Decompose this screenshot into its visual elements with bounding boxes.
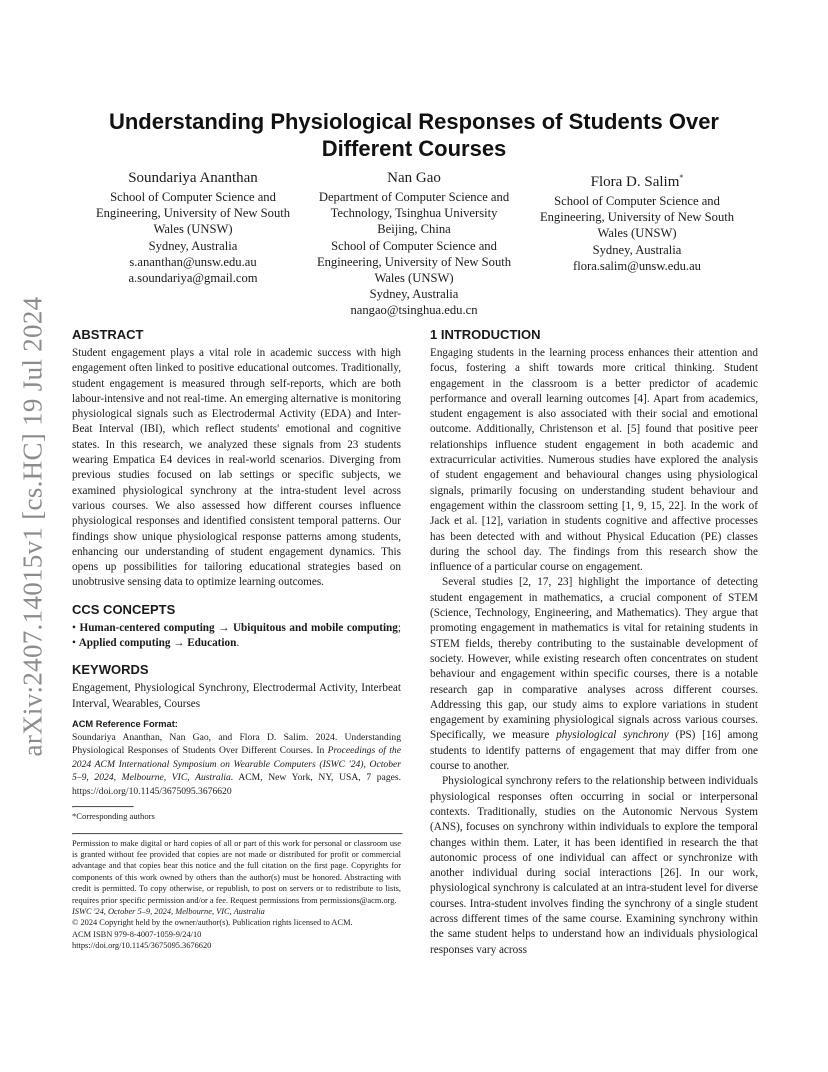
paper-title-line-2: Different Courses xyxy=(321,136,507,161)
paper-title xyxy=(0,108,828,162)
author-location-line: Sydney, Australia xyxy=(369,287,459,302)
introduction-paragraph-2-text: Several studies [2, 17, 23] highlight the importance of detecting student engagement in mathematics, a crucial component of STEM (Science, Technology, Engineering, and Mathematics). They argue that promoting engagement in mathematics is vital for retaining students in STEM fields, thereby contributing to the sustainable development of society. However, while existing research often concentrates on student behaviour and engagement within specific courses, there is a notable research gap in comparative analyses across different courses. Addressing this gap, our study aims to explore variations in student engagement by examining physiological signals across various courses. Specifically, we measure xyxy=(430,576,758,742)
author-affiliation-line: Technology, Tsinghua University xyxy=(330,206,498,221)
author-name: Soundariya Ananthan xyxy=(128,170,258,186)
introduction-paragraph-3: Physiological synchrony refers to the relationship between individuals physiological responses often occurring in social or interpersonal contexts. Traditionally, studies on the Autonomic Nervous System (ANS), focuses on synchrony within individuals to explore the temporal changes within them. Later, it has been identified in research the that autonomic process of one individual can affect or synchronize with another individual during social interactions [26]. In our work, physiological synchrony is calculated at an intra-student level for diverse courses. Intra-student involves finding the synchrony of a single student across different times of the same course. Examining synchrony within the same student helps to understand how an individuals physiological responses vary across xyxy=(430,775,758,956)
author-name: Nan Gao xyxy=(387,170,441,186)
author-affiliation-line: School of Computer Science and xyxy=(110,190,276,204)
author-affiliation-line: School of Computer Science and xyxy=(331,238,497,253)
conference-line: ISWC '24, October 5–9, 2024, Melbourne, VIC, Australia xyxy=(72,907,265,916)
keywords-text: Engagement, Physiological Synchrony, Electrodermal Activity, Interbeat Interval, Wearables, Courses xyxy=(72,682,401,710)
ccs-concept-1: Human-centered computing → Ubiquitous and mobile computing xyxy=(79,621,398,634)
author-affiliation-line: Wales (UNSW) xyxy=(374,271,454,286)
abstract-heading: ABSTRACT xyxy=(72,327,144,342)
author-block-3 xyxy=(527,168,747,274)
author-email: nangao@tsinghua.edu.cn xyxy=(350,303,478,318)
permission-notice: Permission to make digital or hard copies of all or part of this work for personal or classroom use is granted without fee provided that copies are not made or distributed for profit or commercial advantage and that copies bear this notice and the full citation on the first page. Copyrights for components of this work owned by others than the author(s) must be honored. Abstracting with credit is permitted. To copy otherwise, or republish, to post on servers or to redistribute to lists, requires prior specific permission and/or a fee. Request permissions from permissions@acm.org. xyxy=(72,838,401,905)
author-affiliation-line: Wales (UNSW) xyxy=(597,226,677,241)
corresponding-author-footnote: *Corresponding authors xyxy=(72,810,155,821)
ccs-concepts-heading: CCS CONCEPTS xyxy=(72,601,176,617)
copyright-line: © 2024 Copyright held by the owner/author(s). Publication rights licensed to ACM. xyxy=(72,918,353,928)
ccs-concept-2: Applied computing → Education xyxy=(78,637,237,650)
author-email: flora.salim@unsw.edu.au xyxy=(573,258,701,273)
author-email: s.ananthan@unsw.edu.au xyxy=(129,254,257,269)
acm-reference-publisher: ACM, New York, NY, USA, 7 pages. https://doi.org/10.1145/3675095.3676620 xyxy=(72,772,402,797)
author-affiliation-line: Wales (UNSW) xyxy=(153,222,233,237)
author-email: a.soundariya@gmail.com xyxy=(128,271,258,286)
introduction-paragraph-2-end: (PS) [16] among students to identify patterns of engagement that may differ from one course to another. xyxy=(430,729,758,773)
acm-reference-authors: Soundariya Ananthan, Nan Gao, and Flora D. Salim. 2024. Understanding Physiological Responses of Students Over Different Courses. In xyxy=(72,731,401,757)
introduction-paragraph-2 xyxy=(430,575,758,774)
author-affiliation-line: Engineering, University of New South xyxy=(316,254,512,269)
permission-rule xyxy=(72,833,403,835)
corresponding-author-mark: * xyxy=(679,173,684,182)
left-column xyxy=(72,326,401,952)
author-name-text: Flora D. Salim xyxy=(590,174,680,190)
isbn-line: ACM ISBN 979-8-4007-1059-9/24/10 xyxy=(72,929,202,939)
acm-reference-text xyxy=(72,731,401,798)
author-location-line: Beijing, China xyxy=(377,222,451,237)
author-location-line: Sydney, Australia xyxy=(592,242,682,257)
ccs-concepts-text: • Human-centered computing → Ubiquitous and mobile computing; • Applied computing → Education. xyxy=(72,621,401,650)
doi-line: https://doi.org/10.1145/3675095.3676620 xyxy=(72,941,212,951)
author-name xyxy=(527,168,747,192)
author-affiliation-line: School of Computer Science and xyxy=(554,194,720,208)
keywords-heading: KEYWORDS xyxy=(72,662,149,678)
author-affiliation-line: Engineering, University of New South xyxy=(95,206,291,221)
footnote-rule xyxy=(72,806,134,808)
introduction-paragraph-1: Engaging students in the learning process enhances their attention and focus, fostering a shift towards more critical thinking. Student engagement in the classroom is a better predictor of academic performance and overall learning outcomes [4]. Apart from academics, student engagement is also associated with their social and emotional outcome. Additionally, Christenson et al. [5] found that positive peer relationships influence student engagement in both academic and extracurricular activities. Numerous studies have explored the analysis of student engagement and behavioural changes using physiological signals, primarily focusing on understanding student behaviour and engagement within the classroom setting [1, 9, 15, 22]. In the work of Jack et al. [12], variation in students cognitive and affective processes has been detected with and without Physical Education (PE) classes during the school day. The findings from this research show the influence of a particular course on engagement. xyxy=(430,347,758,574)
author-affiliation-line: Engineering, University of New South xyxy=(539,210,735,225)
introduction-heading: 1 INTRODUCTION xyxy=(430,327,541,342)
abstract-text: Student engagement plays a vital role in academic success with high engagement often linked to positive educational outcomes. Traditionally, student engagement is measured through self-reports, which are both labour-intensive and not real-time. An emerging alternative is monitoring physiological signals such as Electrodermal Activity (EDA) and Inter-Beat Interval (IBI), which reflect students' emotional and cognitive states. In this research, we analyzed these signals from 23 students wearing Empatica E4 devices in real-world scenarios. Diverging from previous studies focused on lab settings or specific subjects, we examined physiological synchrony at the intra-student level across various courses. We also assessed how different courses influence physiological responses and identified consistent temporal patterns. Our findings show unique physiological response patterns among students, enhancing our understanding of student engagement dynamics. This opens up possibilities for tailoring educational strategies based on unobtrusive sensing data to optimize learning outcomes. xyxy=(72,347,401,589)
right-column xyxy=(430,326,758,958)
acm-reference-proceedings: Proceedings of the 2024 ACM International Symposium on Wearable Computers (ISWC '24), October 5–9, 2024, Melbourne, VIC, Australia. xyxy=(72,745,401,784)
author-block-2 xyxy=(304,168,524,319)
arxiv-identifier-text: arXiv:2407.14015v1 [cs.HC] 19 Jul 2024 xyxy=(17,296,48,756)
physiological-synchrony-term: physiological synchrony xyxy=(556,729,669,742)
author-affiliation-line: Department of Computer Science and xyxy=(318,190,510,204)
author-location-line: Sydney, Australia xyxy=(148,238,238,253)
arxiv-identifier-stamp xyxy=(8,292,58,760)
acm-reference-heading: ACM Reference Format: xyxy=(72,718,178,729)
paper-title-line-1: Understanding Physiological Responses of Students Over xyxy=(108,109,719,134)
author-block-1 xyxy=(84,168,302,286)
